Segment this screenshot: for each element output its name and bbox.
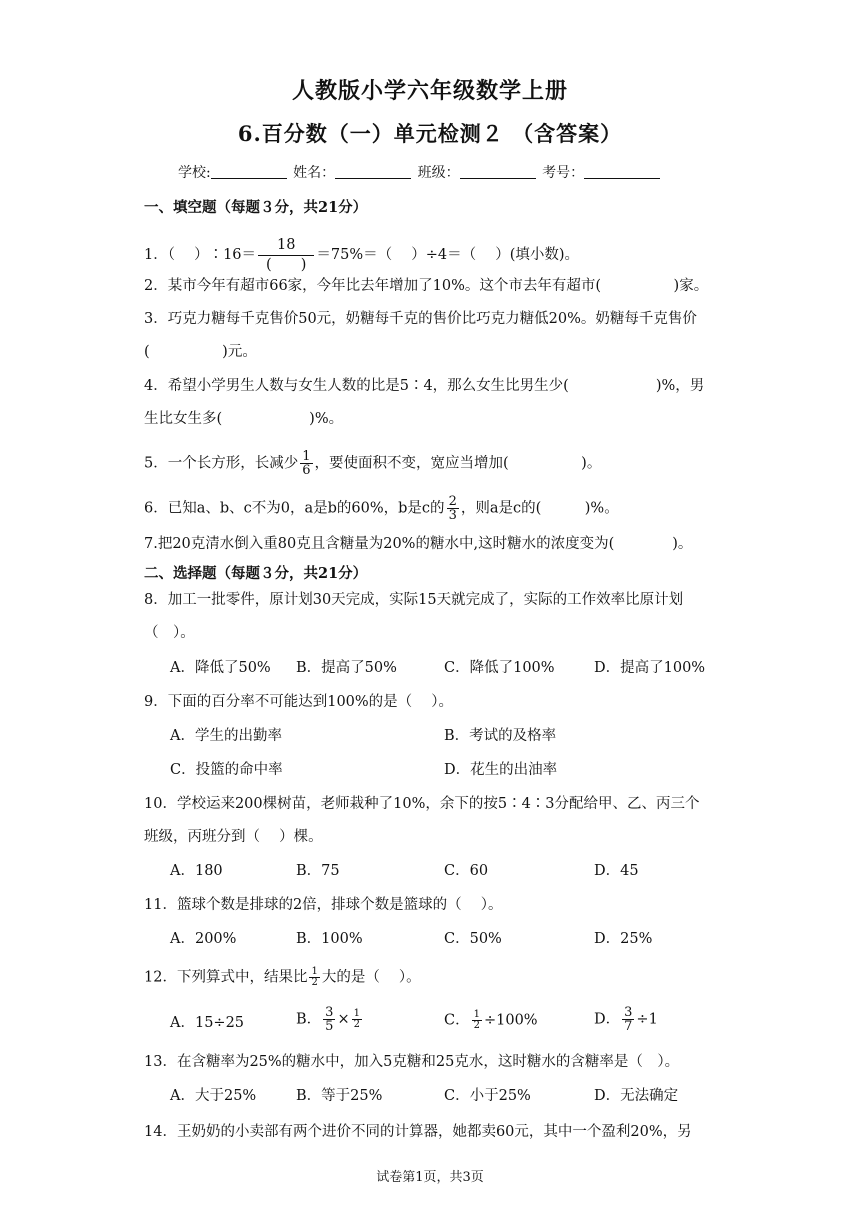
question-9: 9．下面的百分率不可能达到100%的是（ ）。: [144, 694, 454, 710]
fraction: $\frac{18}{( )}$: [258, 236, 314, 274]
option-b[interactable]: B．100%: [296, 931, 363, 947]
question-8-line1: 8．加工一批零件，原计划30天完成，实际15天就完成了，实际的工作效率比原计划: [144, 592, 684, 608]
fraction: $\frac{2}{3}$: [448, 494, 457, 523]
question-1: 1．（ ）∶16＝ $\frac{18}{( )}$ ＝75%＝（ ）÷4＝（ ）(填小数)。: [144, 237, 580, 273]
question-14: 14．王奶奶的小卖部有两个进价不同的计算器，她都卖60元，其中一个盈利20%，另: [144, 1124, 692, 1140]
class-blank[interactable]: [460, 164, 536, 179]
question-6: 6．已知a、b、c不为0，a是b的60%，b是c的 $\frac{2}{3}$ ，则a是c的( )%。: [144, 494, 619, 523]
option-b[interactable]: B． $\frac{3}{5}$ × $\frac{1}{2}$: [296, 1005, 360, 1034]
option-d[interactable]: D．45: [594, 863, 639, 879]
option-d[interactable]: D．25%: [594, 931, 653, 947]
question-12: 12．下列算式中，结果比 $\frac{1}{2}$ 大的是（ ）。: [144, 966, 421, 988]
option-c[interactable]: C．50%: [444, 931, 502, 947]
option-a[interactable]: A．降低了50%: [170, 660, 271, 676]
option-a[interactable]: A．大于25%: [170, 1088, 257, 1104]
option-c[interactable]: C．小于25%: [444, 1088, 531, 1104]
section1-heading: 一、填空题（每题３分，共21分）: [144, 199, 368, 216]
option-b[interactable]: B．75: [296, 863, 340, 879]
option-b[interactable]: B．提高了50%: [296, 660, 397, 676]
page-title: 人教版小学六年级数学上册: [291, 78, 568, 104]
option-a[interactable]: A．学生的出勤率: [170, 728, 282, 744]
fraction: $\frac{1}{2}$: [473, 1009, 480, 1031]
class-label: 班级：: [417, 165, 460, 181]
question-10-line2: 班级，丙班分到（ ）棵。: [144, 829, 323, 845]
question-7: 7.把20克清水倒入重80克且含糖量为20%的糖水中,这时糖水的浓度变为( )。: [144, 536, 693, 552]
fraction: $\frac{1}{6}$: [302, 449, 311, 478]
option-c[interactable]: C． $\frac{1}{2}$ ÷100%: [444, 1009, 538, 1031]
option-c[interactable]: C．投篮的命中率: [170, 762, 283, 778]
school-label: 学校:: [178, 165, 211, 181]
question-4-line1: 4．希望小学男生人数与女生人数的比是5∶4，那么女生比男生少( )%，男: [144, 378, 705, 394]
name-label: 姓名：: [293, 165, 336, 181]
question-3-line1: 3．巧克力糖每千克售价50元，奶糖每千克的售价比巧克力糖低20%。奶糖每千克售价: [144, 311, 697, 327]
student-info-row: [178, 162, 662, 182]
option-a[interactable]: A．180: [170, 863, 223, 879]
question-3-line2: ( )元。: [144, 344, 257, 360]
school-blank[interactable]: [211, 164, 287, 179]
page-footer: 试卷第1页，共3页: [376, 1170, 484, 1185]
fraction: $\frac{3}{5}$: [325, 1005, 334, 1034]
option-b[interactable]: B．等于25%: [296, 1088, 383, 1104]
fraction: $\frac{1}{2}$: [311, 966, 318, 988]
option-c[interactable]: C．降低了100%: [444, 660, 555, 676]
exam-no-label: 考号：: [542, 165, 585, 181]
option-d[interactable]: D． $\frac{3}{7}$ ÷1: [594, 1005, 658, 1034]
option-d[interactable]: D．无法确定: [594, 1088, 679, 1104]
question-10-line1: 10．学校运来200棵树苗，老师栽种了10%，余下的按5∶4∶3分配给甲、乙、丙三个: [144, 796, 700, 812]
question-2: 2．某市今年有超市66家，今年比去年增加了10%。这个市去年有超市( )家。: [144, 278, 709, 294]
question-4-line2: 生比女生多( )%。: [144, 411, 344, 427]
question-13: 13．在含糖率为25%的糖水中，加入5克糖和25克水，这时糖水的含糖率是（ ）。: [144, 1054, 680, 1070]
question-11: 11．篮球个数是排球的2倍，排球个数是篮球的（ ）。: [144, 897, 503, 913]
name-blank[interactable]: [335, 164, 411, 179]
fraction: $\frac{1}{2}$: [353, 1008, 360, 1030]
exam-no-blank[interactable]: [584, 164, 660, 179]
option-d[interactable]: D．花生的出油率: [444, 762, 558, 778]
question-8-line2: （ ）。: [144, 625, 195, 641]
section2-heading: 二、选择题（每题３分，共21分）: [144, 565, 368, 582]
option-b[interactable]: B．考试的及格率: [444, 728, 557, 744]
option-a[interactable]: A．15÷25: [170, 1015, 245, 1031]
page-subtitle: 6.百分数（一）单元检测２ （含答案）: [237, 121, 623, 146]
question-5: 5．一个长方形，长减少 $\frac{1}{6}$ ，要使面积不变，宽应当增加( )。: [144, 449, 602, 478]
option-a[interactable]: A．200%: [170, 931, 237, 947]
fraction: $\frac{3}{7}$: [624, 1005, 633, 1034]
option-d[interactable]: D．提高了100%: [594, 660, 706, 676]
option-c[interactable]: C．60: [444, 863, 489, 879]
